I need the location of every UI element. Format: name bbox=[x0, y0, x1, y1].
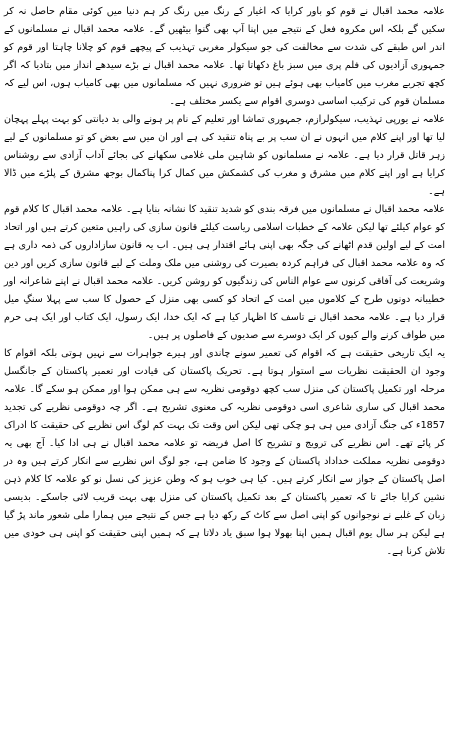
article-paragraph-4: یہ ایک تاریخی حقیقت ہے کہ اقوام کی تعمیر سونے چاندی اور ہیرے جواہرات سے نہیں ہوتی بلکہ اقوام کا وجود ان الحقیقت نظریات سے استوار ہوتا ہے۔ تحریک پاکستان کی قیادت اور تعمیر پاکستان کے جانگسل مرحلہ اور تکمیل پاکستان کی منزل سب کچھ دوقومی نظریہ سے ہی ممکن ہوا اور ممکن ہو سکے گا۔ علامہ محمد اقبال کی ساری شاعری اسی دوقومی نظریہ کی معنوی تشریح ہے۔ اگر چہ دوقومی نظریے کی تجدید 1857ء کی جنگ آزادی میں ہی ہو چکی تھی لیکن اس وقت تک بہت کم لوگ اس نظریے کی حقیقت کا ادراک کر پائے تھے۔ اس نظریے کی ترویج و تشریح کا اصل فریضہ تو علامہ محمد اقبال نے ہی ادا کیا۔ آج بھی یہ دوقومی نظریہ مملکت خداداد پاکستان کے وجود کا ضامن ہے، جو لوگ اس نظریے سے انکار کرتے ہیں وہ در اصل پاکستان کے جواز سے انکار کرتے ہیں۔ کیا ہی خوب ہو کہ وطن عزیز کی نسل نو کو علامہ کا کلام ذہن نشین کرایا جائے تا کہ تعمیر پاکستان کے بعد تکمیل پاکستان کی منزل بھی بہت قریب لائی جاسکے۔ بدیسی زبان کے غلبے نے نوجوانوں کو اپنی اصل سے کاٹ کے رکھ دیا ہے جس کے نتیجے میں ہمارا ملی شعور ماند پڑ گیا ہے لیکن ہر سال یوم اقبال ہمیں اپنا بھولا ہوا سبق یاد دلاتا ہے کہ ہمیں اپنی حقیقت کو اپنی ہی خودی میں تلاش کرنا ہے۔ bbox=[4, 348, 445, 557]
article-paragraph-3: علامہ محمد اقبال نے مسلمانوں میں فرقہ بندی کو شدید تنقید کا نشانہ بنایا ہے۔ علامہ محمد اقبال کا کلام قوم کو عوام کیلئے تھا لیکن علامہ کے خطبات اسلامی ریاست کیلئے قانون سازی کی راہیں متعین کرتے ہیں اور اتحاد امت کے لیے اولین قدم اٹھانے کی جگہ بھی اپنی ہائے اقتدار ہی ہیں۔ اب یہ قانون سازاداروں کی ذمہ داری ہے کہ وہ علامہ محمد اقبال کی فراہم کردہ بصیرت کی روشنی میں ملک وملت کے لیے قانون سازی کریں اور دین وشریعت کی آفاقی کرنوں سے عوام الناس کی زندگیوں کو روشن کریں۔ علامہ محمد اقبال نے اپنے شاعرانہ اور خطیبانہ دونوں طرح کے کلاموں میں امت کے اتحاد کو کسی بھی منزل کے حصول کا سب سے پہلا سنگِ میل قرار دیا ہے۔ علامہ محمد اقبال نے تاسف کا اظہار کیا ہے کہ ایک خدا، ایک رسول، ایک کتاب اور ایک ہی حرم میں طواف کرنے والے کیوں کر ایک دوسرے سے صدیوں کے فاصلوں پر ہیں۔ bbox=[4, 204, 445, 341]
article-paragraph-1: علامہ محمد اقبال نے قوم کو باور کرایا کہ اغیار کے رنگ میں رنگ کر ہم دنیا میں کوئی مقام حاصل نہ کر سکیں گے بلکہ اس مکروہ فعل کے نتیجے میں اپنا آپ بھی گنوا بیٹھیں گے۔ علامہ محمد اقبال نے مسلمانوں کے اندر اس طبقے کی شدت سے مخالفت کی جو سیکولر مغربی تہذیب کے پیچھے قوم کو چلانا چاہتا اور قوم کو جمہوری آزادیوں کی فلم پری میں سبز باغ دکھاتا تھا۔ علامہ محمد اقبال نے بڑے سیدھے انداز میں بتادیا کہ اگر کچھ تجربے مغرب میں کامیاب بھی ہوئے ہیں تو ضروری نہیں کہ مسلمانوں میں بھی کامیاب ہوں، اس لیے کہ مسلمان قوم کی ترکیب اساسی دوسری اقوام سے یکسر مختلف ہے۔ bbox=[4, 6, 445, 107]
article-paragraph-2: علامہ نے یورپی تہذیب، سیکولرازم، جمہوری تماشا اور تعلیم کے نام پر ہونے والی بد دیانتی کو بہت پہلے پہچان لیا تھا اور اپنے کلام میں انہوں نے ان سب پر بے پناہ تنقید کی ہے اور ان میں سے بعض کو تو مسلمانوں کے لیے زہر قاتل قرار دیا ہے۔ علامہ نے مسلمانوں کو شاہین ملی غلامی سکھانے کی بجائے آداب آزادی سے روشناس کرایا ہے اور اپنے کلام میں مشرق و مغرب کی کشمکش میں کمال کرا پناکمال بوجھ مشرق کے پلڑے میں ڈالا ہے۔ bbox=[4, 114, 445, 197]
